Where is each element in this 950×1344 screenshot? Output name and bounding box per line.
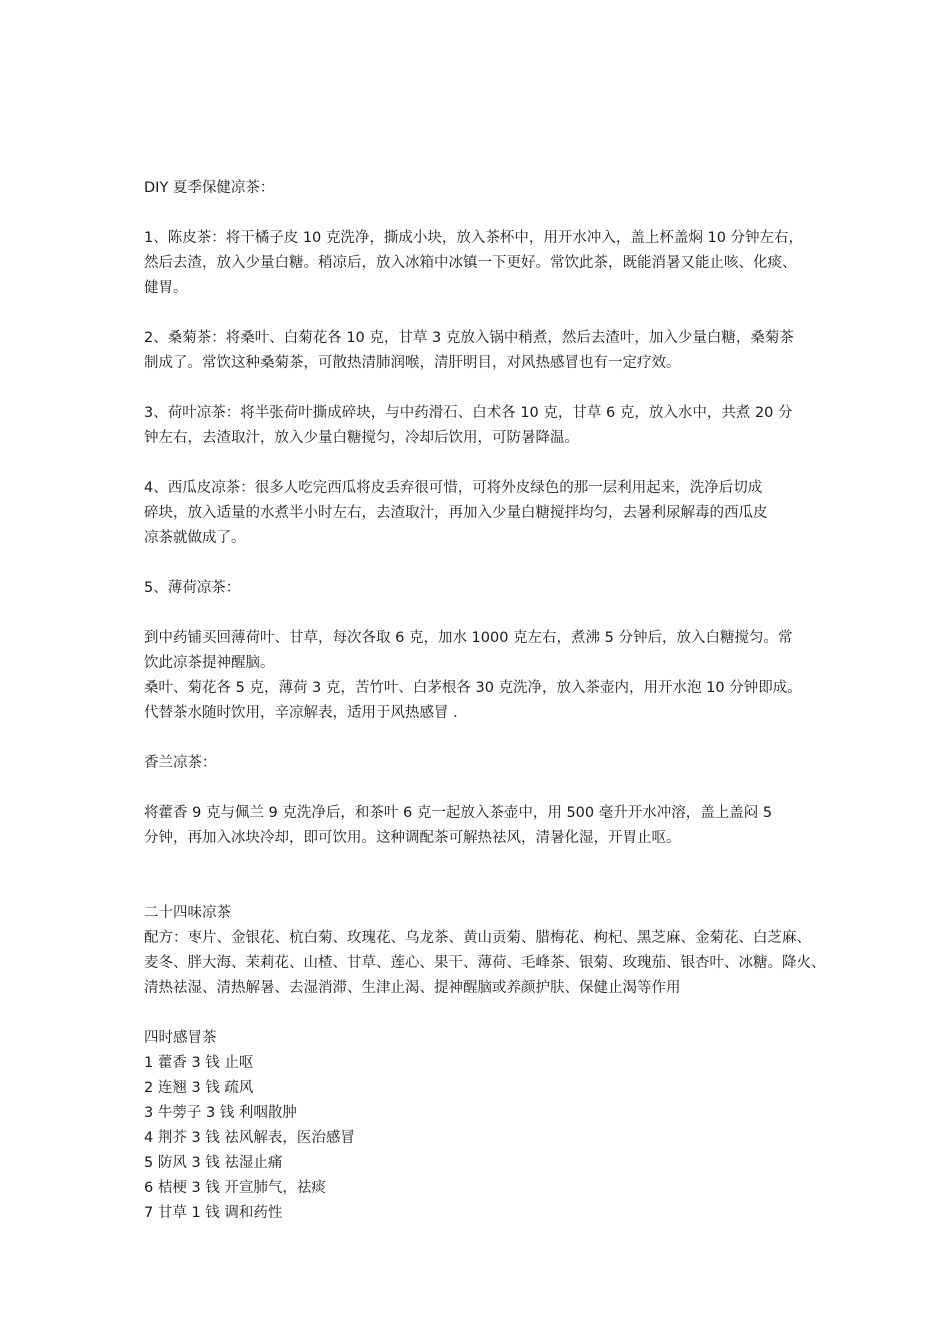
- section-twentyfour-tea: [144, 901, 826, 1001]
- list-item: 3 牛蒡子 3 钱 利咽散肿: [144, 1105, 297, 1121]
- text-line: 1、陈皮茶：将干橘子皮 10 克洗净，撕成小块，放入茶杯中，用开水冲入，盖上杯盖焖 10 分钟左右，: [144, 230, 804, 246]
- text-line: 麦冬、胖大海、茉莉花、山楂、甘草、莲心、果干、薄荷、毛峰茶、银菊、玫瑰茄、银杏叶、冰糖。降火、: [144, 955, 826, 971]
- list-item: 5 防风 3 钱 祛湿止痛: [144, 1155, 283, 1171]
- list-item: 7 甘草 1 钱 调和药性: [144, 1205, 283, 1221]
- text-line: 清热祛湿、清热解暑、去湿消滞、生津止渴、提神醒脑或养颜护肤、保健止渴等作用: [144, 980, 681, 996]
- recipe-chenpi: [144, 226, 816, 301]
- text-line: 钟左右，去渣取汁，放入少量白糖搅匀，冷却后饮用，可防暑降温。: [144, 430, 579, 446]
- list-item: 2 连翘 3 钱 疏风: [144, 1080, 254, 1096]
- recipe-bohe-title: 5、薄荷凉茶：: [144, 580, 241, 596]
- text-line: 配方：枣片、金银花、杭白菊、玫瑰花、乌龙茶、黄山贡菊、腊梅花、枸杞、黑芝麻、金菊花、白芝麻、: [144, 930, 811, 946]
- recipe-xiguapi: [144, 476, 816, 551]
- text-line: 碎块，放入适量的水煮半小时左右，去渣取汁，再加入少量白糖搅拌均匀，去暑利尿解毒的西瓜皮: [144, 505, 768, 521]
- list-item: 6 桔梗 3 钱 开宣肺气，祛痰: [144, 1180, 326, 1196]
- section-title: 二十四味凉茶: [144, 905, 231, 921]
- text-line: 将藿香 9 克与佩兰 9 克洗净后，和茶叶 6 克一起放入茶壶中，用 500 毫升开水冲溶，盖上盖闷 5: [144, 805, 773, 821]
- text-line: 制成了。常饮这种桑菊茶，可散热清肺润喉，清肝明目，对风热感冒也有一定疗效。: [144, 355, 681, 371]
- recipe-xianglan-title: 香兰凉茶：: [144, 755, 217, 771]
- text-line: 桑叶、菊花各 5 克，薄荷 3 克，苦竹叶、白茅根各 30 克洗净，放入茶壶内，用开水泡 10 分钟即成。: [144, 680, 802, 696]
- text-line: 凉茶就做成了。: [144, 530, 246, 546]
- section-title: 四时感冒茶: [144, 1030, 217, 1046]
- text-line: 到中药铺买回薄荷叶、甘草，每次各取 6 克，加水 1000 克左右，煮沸 5 分钟后，放入白糖搅匀。常: [144, 630, 793, 646]
- text-line: 分钟，再加入冰块冷却，即可饮用。这种调配茶可解热祛风，清暑化湿，开胃止呕。: [144, 830, 681, 846]
- text-line: 4、西瓜皮凉茶：很多人吃完西瓜将皮丢弃很可惜，可将外皮绿色的那一层利用起来，洗净后切成: [144, 480, 763, 496]
- list-item: 1 藿香 3 钱 止呕: [144, 1055, 254, 1071]
- document-title: DIY 夏季保健凉茶：: [144, 180, 275, 196]
- text-line: 3、荷叶凉茶：将半张荷叶撕成碎块，与中药滑石、白术各 10 克，甘草 6 克，放入水中，共煮 20 分: [144, 405, 793, 421]
- text-line: 然后去渣，放入少量白糖。稍凉后，放入冰箱中冰镇一下更好。常饮此茶，既能消暑又能止咳、化痰、: [144, 255, 797, 271]
- recipe-bohe: [144, 626, 816, 726]
- list-item: 4 荆芥 3 钱 祛风解表，医治感冒: [144, 1130, 355, 1146]
- recipe-heye: [144, 401, 816, 451]
- text-line: 代替茶水随时饮用，辛凉解表，适用于风热感冒 .: [144, 705, 458, 721]
- text-line: 2、桑菊茶：将桑叶、白菊花各 10 克，甘草 3 克放入锅中稍煮，然后去渣叶，加入少量白糖，桑菊茶: [144, 330, 794, 346]
- recipe-sangju: [144, 326, 816, 376]
- text-line: 健胃。: [144, 280, 188, 296]
- text-line: 饮此凉茶提神醒脑。: [144, 655, 275, 671]
- section-sishi-cold-tea: [144, 1026, 816, 1226]
- document-body: [144, 176, 826, 1226]
- recipe-xianglan: [144, 801, 816, 851]
